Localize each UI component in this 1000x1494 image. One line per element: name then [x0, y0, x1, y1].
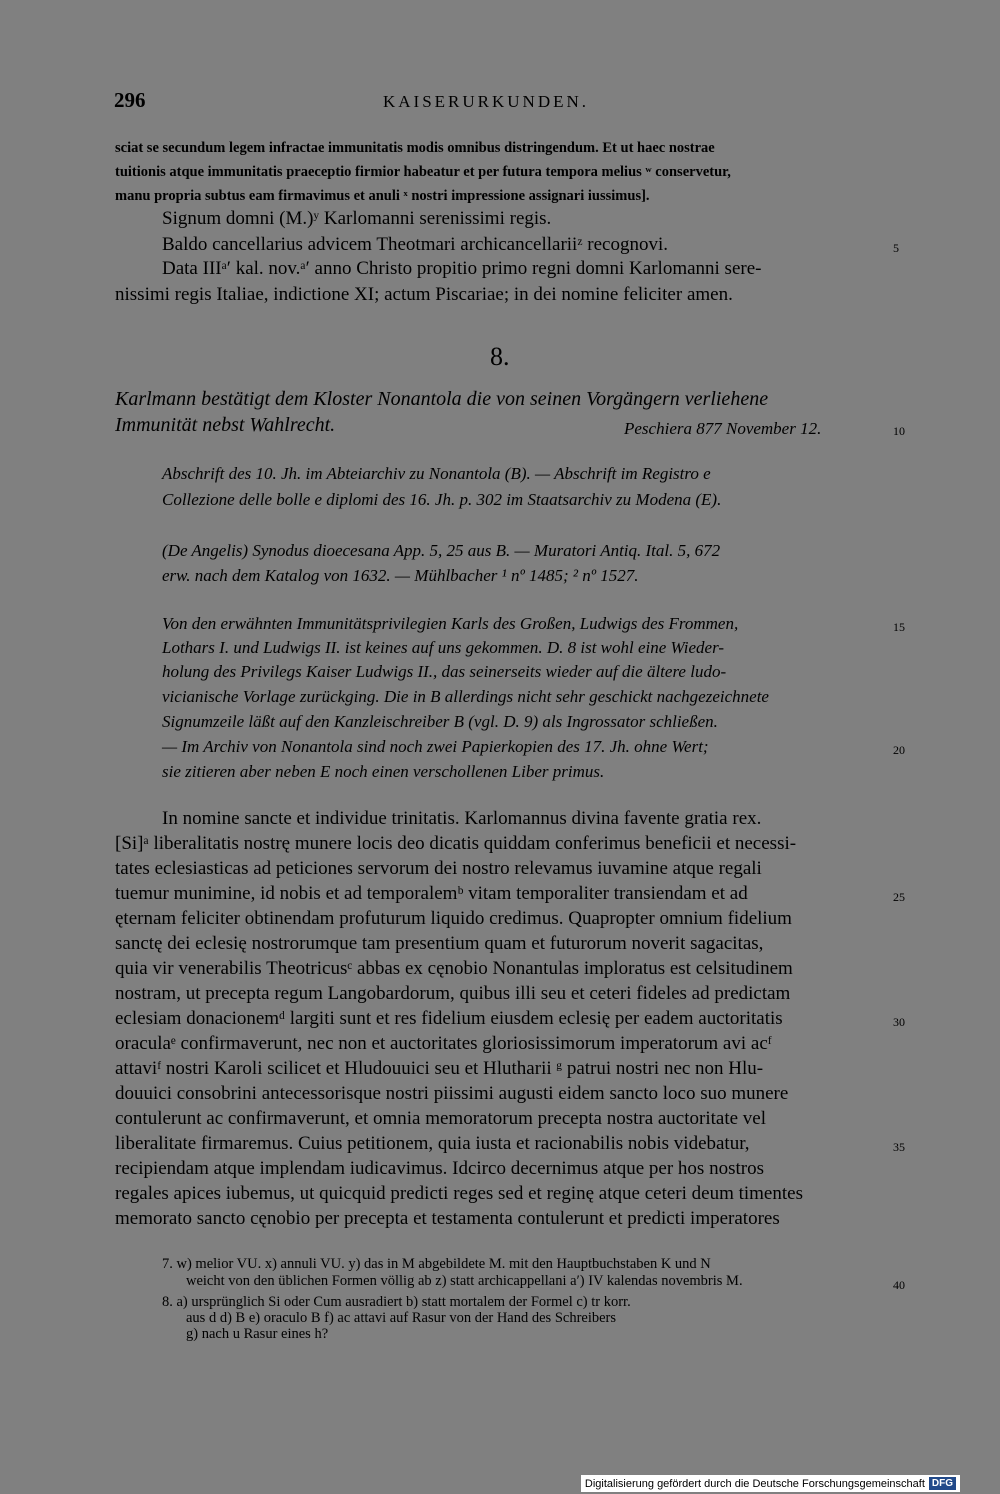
commentary-line: Lothars I. und Ludwigs II. ist keines auf uns gekommen. D. 8 ist wohl eine Wieder-	[162, 638, 725, 657]
top-line: manu propria subtus eam firmavimus et anuli ˣ nostri impressione assignari iussimus].	[115, 188, 650, 204]
line-number: 5	[893, 241, 899, 255]
recognition-line: Baldo cancellarius advicem Theotmari archicancellariiᶻ recognovi.	[162, 234, 669, 255]
line-number: 25	[893, 890, 905, 904]
commentary-line: sie zitieren aber neben E noch einen verschollenen Liber primus.	[162, 762, 605, 781]
line-number: 15	[893, 620, 905, 634]
text-line: nostram, ut precepta regum Langobardorum, quibus illi seu et ceteri fideles ad predictam	[115, 983, 791, 1004]
text-line: douuici consobrini antecessorisque nostri piissimi augusti eidem sancto loco suo munere	[115, 1083, 789, 1104]
dfg-logo: DFG	[929, 1477, 956, 1490]
dating-line: nissimi regis Italiae, indictione XI; actum Piscariae; in dei nomine feliciter amen.	[115, 284, 733, 305]
regest-title: Karlmann bestätigt dem Kloster Nonantola die von seinen Vorgängern verliehene	[115, 388, 769, 410]
line-number: 30	[893, 1015, 905, 1029]
text-line: attaviᶠ nostri Karoli scilicet et Hludouuici seu et Hlutharii ᵍ patrui nostri nec non Hlu-	[115, 1058, 764, 1079]
regest-title: Immunität nebst Wahlrecht.	[115, 414, 336, 436]
line-number: 35	[893, 1140, 905, 1154]
place-date: Peschiera 877 November 12.	[624, 419, 822, 438]
commentary-line: Signumzeile läßt auf den Kanzleischreiber B (vgl. D. 9) als Ingrossator schließen.	[162, 712, 718, 731]
transmission-line: Abschrift des 10. Jh. im Abteiarchiv zu Nonantola (B). — Abschrift im Registro e	[162, 464, 711, 483]
commentary-line: Von den erwähnten Immunitätsprivilegien Karls des Großen, Ludwigs des Frommen,	[162, 614, 739, 633]
credit-text: Digitalisierung gefördert durch die Deutsche Forschungsgemeinschaft	[584, 1477, 925, 1490]
commentary-line: holung des Privilegs Kaiser Ludwigs II., das seinerseits wieder auf die ältere ludo-	[162, 662, 727, 681]
text-line: In nomine sancte et individue trinitatis. Karlomannus divina favente gratia rex.	[162, 808, 762, 829]
document-number: 8.	[490, 342, 510, 371]
text-line: oraculaᵉ confirmaverunt, nec non et auctoritates gloriosissimorum imperatorum avi acᶠ	[115, 1033, 772, 1054]
footnote-line: 8. a) ursprünglich Si oder Cum ausradiert b) statt mortalem der Formel c) tr korr.	[162, 1294, 631, 1310]
line-number: 40	[893, 1278, 905, 1292]
line-number: 20	[893, 743, 905, 757]
running-title: KAISERURKUNDEN.	[383, 92, 590, 111]
transmission-line: Collezione delle bolle e diplomi des 16. Jh. p. 302 im Staatsarchiv zu Modena (E).	[162, 490, 722, 509]
text-line: eclesiam donacionemᵈ largiti sunt et res fidelium eiusdem eclesię per eadem auctoritatis	[115, 1008, 783, 1029]
footnote-line: weicht von den üblichen Formen völlig ab z) statt archicappellani a′) IV kalendas novembris M.	[186, 1273, 743, 1289]
page-number: 296	[114, 88, 146, 112]
top-line: sciat se secundum legem infractae immunitatis modis omnibus distringendum. Et ut haec nostrae	[115, 140, 715, 156]
signum-line: Signum domni (M.)ʸ Karlomanni serenissimi regis.	[162, 208, 552, 229]
dating-line: Data IIIᵃ′ kal. nov.ᵃ′ anno Christo propitio primo regni domni Karlomanni sere-	[162, 258, 762, 279]
digitization-credit	[581, 1475, 960, 1492]
commentary-line: — Im Archiv von Nonantola sind noch zwei Papierkopien des 17. Jh. ohne Wert;	[162, 737, 709, 756]
footnote-line: aus d d) B e) oraculo B f) ac attavi auf Rasur von der Hand des Schreibers	[186, 1310, 617, 1326]
text-line: liberalitate firmaremus. Cuius petitionem, quia iusta et racionabilis nobis videbatur,	[115, 1133, 750, 1154]
top-line: tuitionis atque immunitatis praeceptio firmior habeatur et per futura tempora melius ʷ conservetur,	[115, 164, 731, 180]
footnote-line: 7. w) melior VU. x) annuli VU. y) das in M abgebildete M. mit den Hauptbuchstaben K und N	[162, 1256, 711, 1272]
commentary-line: vicianische Vorlage zurückging. Die in B allerdings nicht sehr geschickt nachgezeichnete	[162, 687, 769, 706]
footnote-line: g) nach u Rasur eines h?	[186, 1326, 329, 1342]
text-line: quia vir venerabilis Theotricusᶜ abbas ex cęnobio Nonantulas imploratus est celsitudinem	[115, 958, 793, 979]
text-line: ęternam feliciter obtinendam profuturum liquido credimus. Quapropter omnium fidelium	[115, 908, 792, 929]
line-number: 10	[893, 424, 905, 438]
text-line: tates eclesiasticas ad peticiones servorum dei nostro relevamus iuvamine atque regali	[115, 858, 762, 879]
text-line: contulerunt ac confirmaverunt, et omnia memoratorum precepta nostra auctoritate vel	[115, 1108, 767, 1129]
editions-line: erw. nach dem Katalog von 1632. — Mühlbacher ¹ nº 1485; ² nº 1527.	[162, 566, 639, 585]
text-line: recipiendam atque implendam iudicavimus. Idcirco decernimus atque per hos nostros	[115, 1158, 764, 1179]
text-line: sanctę dei eclesię nostrorumque tam presentium quam et futurorum noverit sagacitas,	[115, 933, 764, 954]
text-line: [Si]ᵃ liberalitatis nostrę munere locis deo dicatis quiddam conferimus beneficii et necessi-	[115, 833, 797, 854]
text-line: regales apices iubemus, ut quicquid predicti reges sed et reginę atque ceteri deum timentes	[115, 1183, 803, 1204]
text-line: memorato sancto cęnobio per precepta et testamenta contulerunt et predicti imperatores	[115, 1208, 780, 1229]
editions-line: (De Angelis) Synodus dioecesana App. 5, 25 aus B. — Muratori Antiq. Ital. 5, 672	[162, 541, 721, 560]
text-line: tuemur munimine, id nobis et ad temporalemᵇ vitam temporaliter transiendam et ad	[115, 883, 748, 904]
